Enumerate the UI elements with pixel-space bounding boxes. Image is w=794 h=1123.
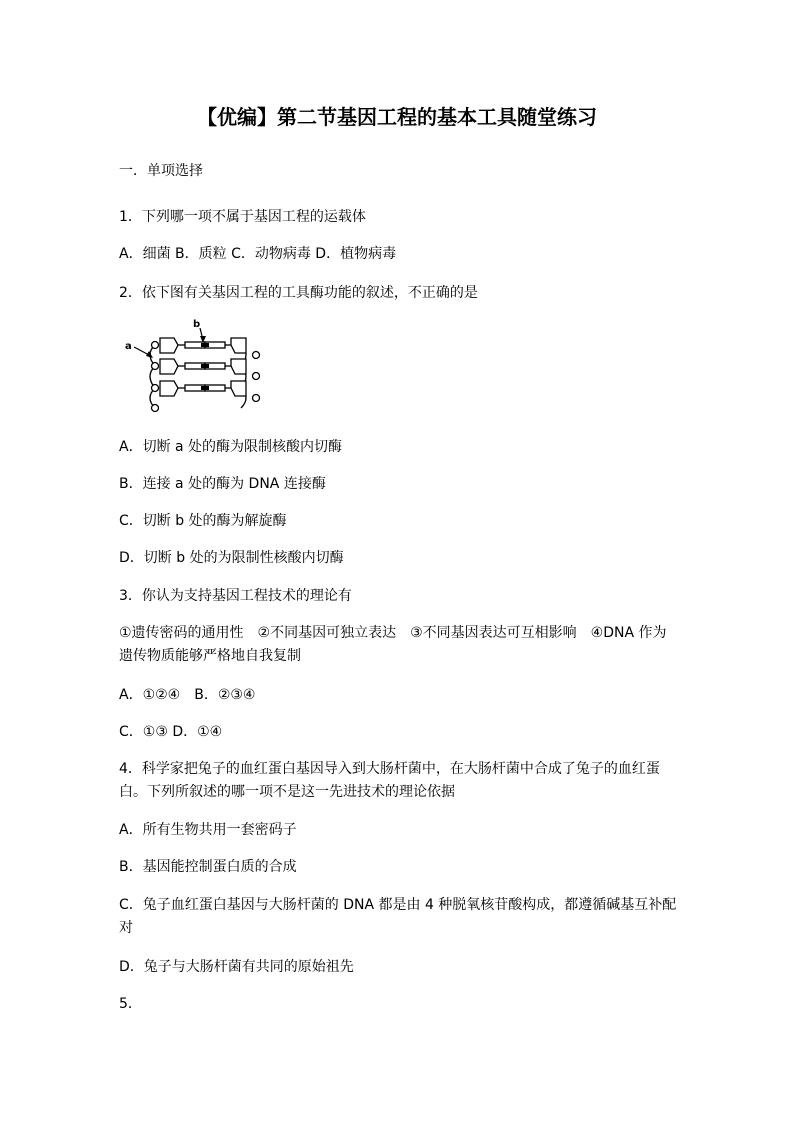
figure-label-b: b	[193, 319, 201, 330]
question-3-options-cd: C．①③ D．①④	[119, 724, 223, 740]
dna-structure-figure	[123, 318, 267, 416]
question-1-stem: 1．下列哪一项不属于基因工程的运载体	[119, 209, 366, 225]
question-2-option-c: C．切断 b 处的酶为解旋酶	[119, 513, 287, 529]
question-4-option-c: C．兔子血红蛋白基因与大肠杆菌的 DNA 都是由 4 种脱氧核苷酸构成，都遵循碱基互补配对	[119, 897, 677, 936]
question-2-option-a: A．切断 a 处的酶为限制核酸内切酶	[119, 439, 343, 455]
question-3-options-ab: A．①②④ B．②③④	[119, 687, 256, 703]
question-4-option-b: B．基因能控制蛋白质的合成	[119, 859, 297, 875]
question-2-option-d: D．切断 b 处的为限制性核酸内切酶	[119, 550, 344, 566]
question-1-options: A．细菌 B．质粒 C．动物病毒 D．植物病毒	[119, 246, 397, 262]
question-4-option-d: D．兔子与大肠杆菌有共同的原始祖先	[119, 959, 354, 975]
question-4-stem: 4．科学家把兔子的血红蛋白基因导入到大肠杆菌中，在大肠杆菌中合成了兔子的血红蛋白。下列所叙述的哪一项不是这一先进技术的理论依据	[119, 761, 660, 800]
section-heading: 一．单项选择	[119, 163, 203, 179]
figure-label-a: a	[125, 341, 132, 352]
question-2-option-b: B．连接 a 处的酶为 DNA 连接酶	[119, 476, 326, 492]
question-2-stem: 2．依下图有关基因工程的工具酶功能的叙述，不正确的是	[119, 285, 478, 301]
question-5-stem: 5．	[119, 996, 142, 1012]
question-4-option-a: A．所有生物共用一套密码子	[119, 822, 297, 838]
page-title: 【优编】第二节基因工程的基本工具随堂练习	[197, 105, 597, 129]
question-3-statements: ①遗传密码的通用性 ②不同基因可独立表达 ③不同基因表达可互相影响 ④DNA 作为遗传物质能够严格地自我复制	[119, 625, 667, 664]
question-3-stem: 3．你认为支持基因工程技术的理论有	[119, 588, 352, 604]
